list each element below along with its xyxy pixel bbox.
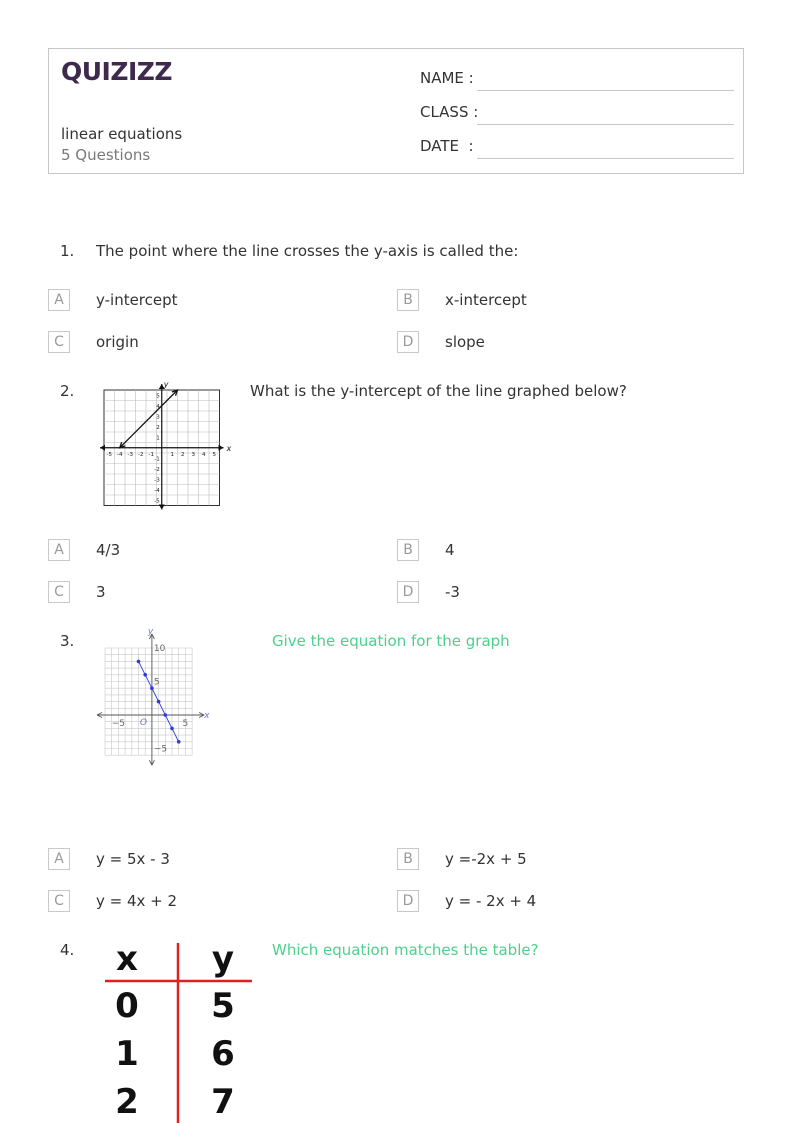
graph-point (143, 673, 147, 677)
y-tick-label: 2 (156, 424, 160, 431)
graph-point (177, 740, 181, 744)
q2-option-c-box[interactable]: C (48, 581, 70, 603)
table-header-x: x (116, 940, 138, 979)
question-4-text: Which equation matches the table? (272, 941, 539, 959)
y-tick-label: 5 (156, 393, 160, 400)
q3-option-d-box[interactable]: D (397, 890, 419, 912)
q3-coordinate-graph (94, 626, 258, 826)
q3-option-d-text[interactable]: y = - 2x + 4 (445, 892, 537, 910)
y-tick-label: -4 (154, 487, 160, 494)
y-tick-label: 4 (156, 403, 160, 410)
x-tick-label: -3 (127, 451, 133, 458)
x-axis-label: x (226, 443, 232, 453)
x-tick-label: −5 (111, 719, 126, 729)
worksheet-header (48, 48, 744, 174)
y-axis-label: y (147, 627, 154, 637)
q1-option-c-box[interactable]: C (48, 331, 70, 353)
graph-point (150, 686, 154, 690)
question-count: 5 Questions (61, 146, 151, 164)
question-2-text: What is the y-intercept of the line graphed below? (250, 382, 627, 400)
q3-option-a-text[interactable]: y = 5x - 3 (96, 850, 170, 868)
q2-option-a-text[interactable]: 4/3 (96, 541, 121, 559)
x-tick-label: 5 (182, 719, 189, 729)
y-axis-label: y (163, 380, 169, 389)
table-header-y: y (211, 940, 235, 979)
x-tick-label: -2 (138, 451, 144, 458)
question-1-text: The point where the line crosses the y-axis is called the: (96, 242, 519, 260)
y-axis-arrow-icon (159, 505, 165, 510)
y-tick-label: -1 (154, 456, 160, 463)
question-1-number: 1. (60, 242, 75, 260)
table-cell: 7 (211, 1082, 235, 1122)
x-tick-label: 4 (202, 451, 206, 458)
q3-option-b-text[interactable]: y =-2x + 5 (445, 850, 527, 868)
y-tick-label: 10 (153, 644, 166, 654)
x-tick-label: -5 (106, 451, 112, 458)
q2-coordinate-graph (96, 380, 236, 510)
question-4-number: 4. (60, 941, 75, 959)
origin-label: O (139, 718, 147, 728)
y-tick-label: −5 (153, 744, 168, 755)
table-cell: 0 (115, 986, 139, 1026)
table-cell: 6 (211, 1034, 235, 1074)
graph-point (164, 713, 168, 717)
name-label: NAME : (420, 69, 474, 87)
q2-option-a-box[interactable]: A (48, 539, 70, 561)
x-axis-label: x (204, 711, 210, 721)
q1-option-d-text[interactable]: slope (445, 333, 485, 351)
date-label: DATE : (420, 137, 474, 155)
y-tick-label: 5 (153, 677, 160, 688)
q1-option-a-text[interactable]: y-intercept (96, 291, 178, 309)
q3-option-b-box[interactable]: B (397, 848, 419, 870)
y-tick-label: 1 (156, 435, 160, 442)
x-tick-label: 5 (212, 451, 216, 458)
table-cell: 5 (211, 986, 235, 1026)
q3-option-c-box[interactable]: C (48, 890, 70, 912)
graph-point (170, 727, 174, 731)
q3-option-a-box[interactable]: A (48, 848, 70, 870)
class-field[interactable] (420, 99, 734, 125)
x-tick-label: 2 (181, 451, 185, 458)
x-axis-arrow-icon (219, 445, 224, 451)
q2-option-c-text[interactable]: 3 (96, 583, 106, 601)
question-3-number: 3. (60, 632, 75, 650)
name-field[interactable] (420, 65, 734, 91)
worksheet-title: linear equations (61, 125, 183, 143)
table-cell: 2 (115, 1082, 139, 1122)
q1-option-b-text[interactable]: x-intercept (445, 291, 527, 309)
graph-point (157, 700, 161, 704)
x-tick-label: -4 (117, 451, 123, 458)
quizizz-logo: QUIZIZZ (61, 57, 173, 86)
q2-option-b-box[interactable]: B (397, 539, 419, 561)
class-label: CLASS : (420, 103, 479, 121)
q1-option-b-box[interactable]: B (397, 289, 419, 311)
date-line[interactable] (477, 158, 734, 159)
y-tick-label: 3 (156, 414, 160, 421)
y-tick-label: -2 (154, 466, 160, 473)
q1-option-d-box[interactable]: D (397, 331, 419, 353)
question-3-text: Give the equation for the graph (272, 632, 510, 650)
q1-option-a-box[interactable]: A (48, 289, 70, 311)
q3-option-c-text[interactable]: y = 4x + 2 (96, 892, 178, 910)
x-tick-label: 3 (191, 451, 195, 458)
table-cell: 1 (115, 1034, 139, 1074)
q2-option-d-text[interactable]: -3 (445, 583, 460, 601)
y-tick-label: -5 (154, 498, 160, 505)
x-axis-arrow-icon (100, 445, 105, 451)
name-line[interactable] (477, 90, 734, 91)
q4-xy-table (100, 940, 260, 1123)
y-tick-label: -3 (154, 477, 160, 484)
q1-option-c-text[interactable]: origin (96, 333, 139, 351)
question-2-number: 2. (60, 382, 75, 400)
class-line[interactable] (477, 124, 734, 125)
x-tick-label: 1 (170, 451, 174, 458)
q2-option-b-text[interactable]: 4 (445, 541, 455, 559)
graph-point (137, 660, 141, 664)
date-field[interactable] (420, 133, 734, 159)
x-tick-label: -1 (148, 451, 154, 458)
q2-option-d-box[interactable]: D (397, 581, 419, 603)
